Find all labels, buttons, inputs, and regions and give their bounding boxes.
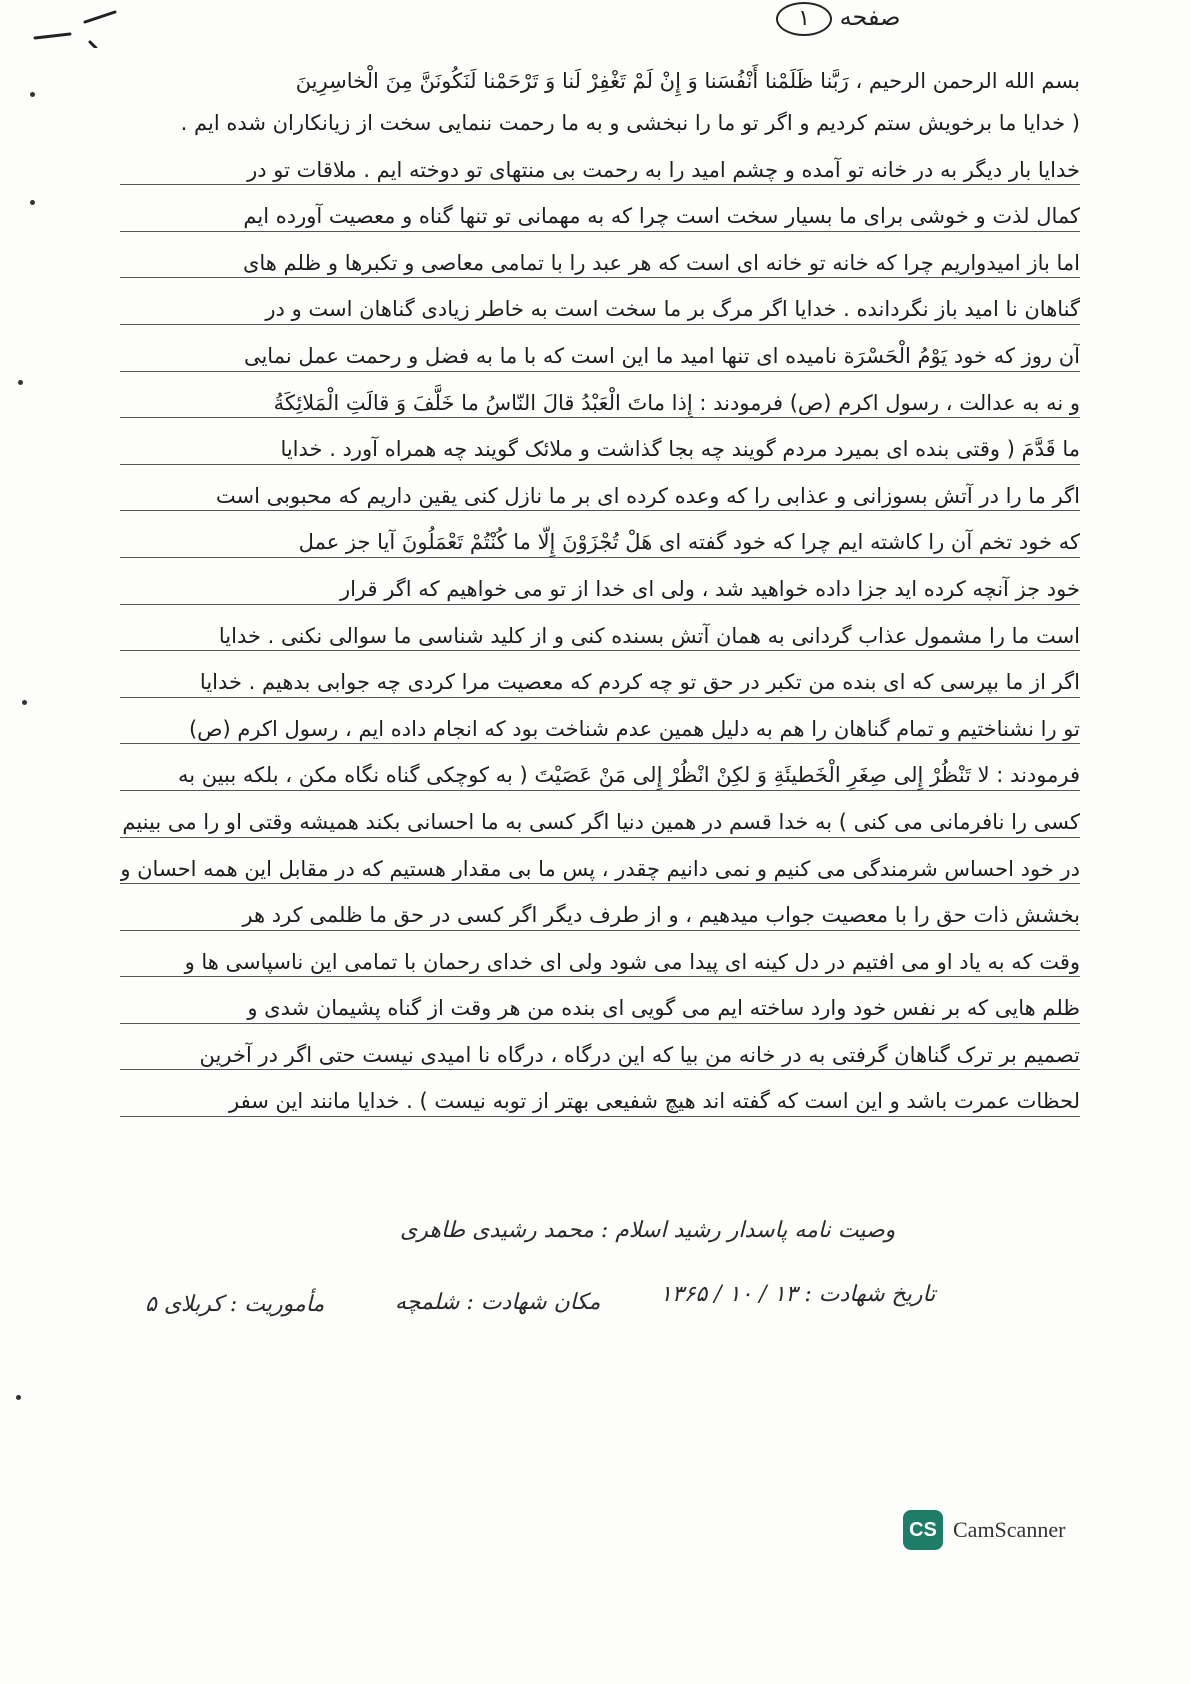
camscanner-logo-icon: CS (903, 1510, 943, 1550)
martyrdom-place: مکان شهادت : شلمچه (395, 1290, 601, 1315)
letter-line: خود جز آنچه کرده اید جزا داده خواهید شد ، ولی ای خدا از تو می خواهیم که اگر قرار (120, 566, 1080, 613)
letter-line: در خود احساس شرمندگی می کنیم و نمی دانیم چقدر ، پس ما بی مقدار هستیم که در مقابل این همه احسان و (120, 846, 1080, 893)
letter-line: کسی را نافرمانی می کنی ) به خدا قسم در همین دنیا اگر کسی به ما احسانی بکند همیشه وقتی او را می بینیم (120, 799, 1080, 846)
letter-line: بسم الله الرحمن الرحیم ، رَبَّنا ظَلَمْنا أَنْفُسَنا وَ إِنْ لَمْ تَغْفِرْ لَنا وَ تَرْحَمْنا لَنَكُونَنَّ مِنَ الْخاسِرِينَ (295, 69, 1080, 93)
page-number-label: صفحه (839, 3, 901, 31)
stray-dot (16, 1395, 21, 1400)
letter-line: اگر ما را در آتش بسوزانی و عذابی را که وعده کرده ای بر ما نازل کنی یقین داریم که محبوبی است (120, 473, 1080, 520)
mission-name: مأموریت : کربلای ۵ (145, 1292, 325, 1317)
letter-line: تصمیم بر ترک گناهان گرفتی به در خانه من بیا که این درگاه ، درگاه نا امیدی نیست حتی اگر در آخرین (120, 1032, 1080, 1079)
stray-dot (30, 200, 35, 205)
letter-line: ظلم هایی که بر نفس خود وارد ساخته ایم می گویی ای بنده من هر وقت از گناه پشیمان شدی و (120, 985, 1080, 1032)
letter-line: ما قَدَّمَ ( وقتی بنده ای بمیرد مردم گویند چه بجا گذاشت و ملائک گویند چه همراه آورد . خدایا (120, 426, 1080, 473)
letter-line: خدایا بار دیگر به در خانه تو آمده و چشم امید را به رحمت بی منتهای تو دوخته ایم . ملاقات تو در (120, 147, 1080, 194)
letter-line: که خود تخم آن را کاشته ایم چرا که خود گفته ای هَلْ تُجْزَوْنَ إِلّا ما كُنْتُمْ تَعْمَلُونَ آیا جز عمل (120, 519, 1080, 566)
camscanner-watermark (903, 1510, 1065, 1550)
letter-line: است ما را مشمول عذاب گردانی به همان آتش بسنده کنی و از کلید شناسی ما سوالی نکنی . خدایا (120, 613, 1080, 660)
camscanner-text: CamScanner (953, 1517, 1066, 1542)
stray-dot (18, 380, 23, 385)
letter-line: اما باز امیدواریم چرا که خانه تو خانه ای است که هر عبد را با تمامی معاصی و تکبرها و ظلم های (120, 240, 1080, 287)
page-number (770, 2, 901, 36)
letter-line: و نه به عدالت ، رسول اکرم (ص) فرمودند : إِذا ماتَ الْعَبْدُ قالَ النّاسُ ما خَلَّفَ وَ قالَتِ الْمَلائِكَةُ (120, 380, 1080, 427)
letter-line: کمال لذت و خوشی برای ما بسیار سخت است چرا که به مهمانی تو تنها گناه و معصیت آورده ایم (120, 193, 1080, 240)
letter-line: بخشش ذات حق را با معصیت جواب میدهیم ، و از طرف دیگر اگر کسی در حق ما ظلمی کرد هر (120, 892, 1080, 939)
signature-title: وصیت نامه پاسدار رشید اسلام : محمد رشیدی طاهری (400, 1218, 896, 1243)
letter-line: فرمودند : لا تَنْظُرْ إِلى صِغَرِ الْخَطيئَةِ وَ لكِنْ انْظُرْ إِلى مَنْ عَصَيْتَ ( به کوچکی گناه نگاه مکن ، بلکه ببین به (120, 752, 1080, 799)
letter-line: تو را نشناختیم و تمام گناهان را هم به دلیل همین عدم شناخت بود که انجام داده ایم ، رسول اکرم (ص) (120, 706, 1080, 753)
letter-line: وقت که به یاد او می افتیم در دل کینه ای پیدا می شود ولی ای خدای رحمان با تمامی این ناسپاسی ها و (120, 939, 1080, 986)
letter-line: لحظات عمرت باشد و این است که گفته اند هیچ شفیعی بهتر از توبه نیست ) . خدایا مانند این سفر (120, 1078, 1080, 1125)
letter-line: آن روز که خود یَوْمُ الْحَسْرَة نامیده ای تنها امید ما این است که با ما به فضل و رحمت عمل نمایی (120, 333, 1080, 380)
letter-body (120, 62, 1080, 1125)
page-number-value: ۱ (776, 2, 832, 36)
letter-line: اگر از ما بپرسی که ای بنده من تکبر در حق تو چه کردم که معصیت مرا کردی چه جوابی بدهیم . خدایا (120, 659, 1080, 706)
stray-dot (22, 700, 27, 705)
corner-pen-mark (30, 8, 120, 48)
letter-line: ( خدایا ما برخویش ستم کردیم و اگر تو ما را نبخشی و به ما رحمت ننمایی سخت از زیانکاران شده ایم . (180, 111, 1080, 135)
stray-dot (30, 92, 35, 97)
letter-line: گناهان نا امید باز نگردانده . خدایا اگر مرگ بر ما سخت است به خاطر زیادی گناهان است و در (120, 286, 1080, 333)
martyrdom-date: تاریخ شهادت : ۱۳ / ۱۰ / ۱۳۶۵ (660, 1282, 936, 1307)
